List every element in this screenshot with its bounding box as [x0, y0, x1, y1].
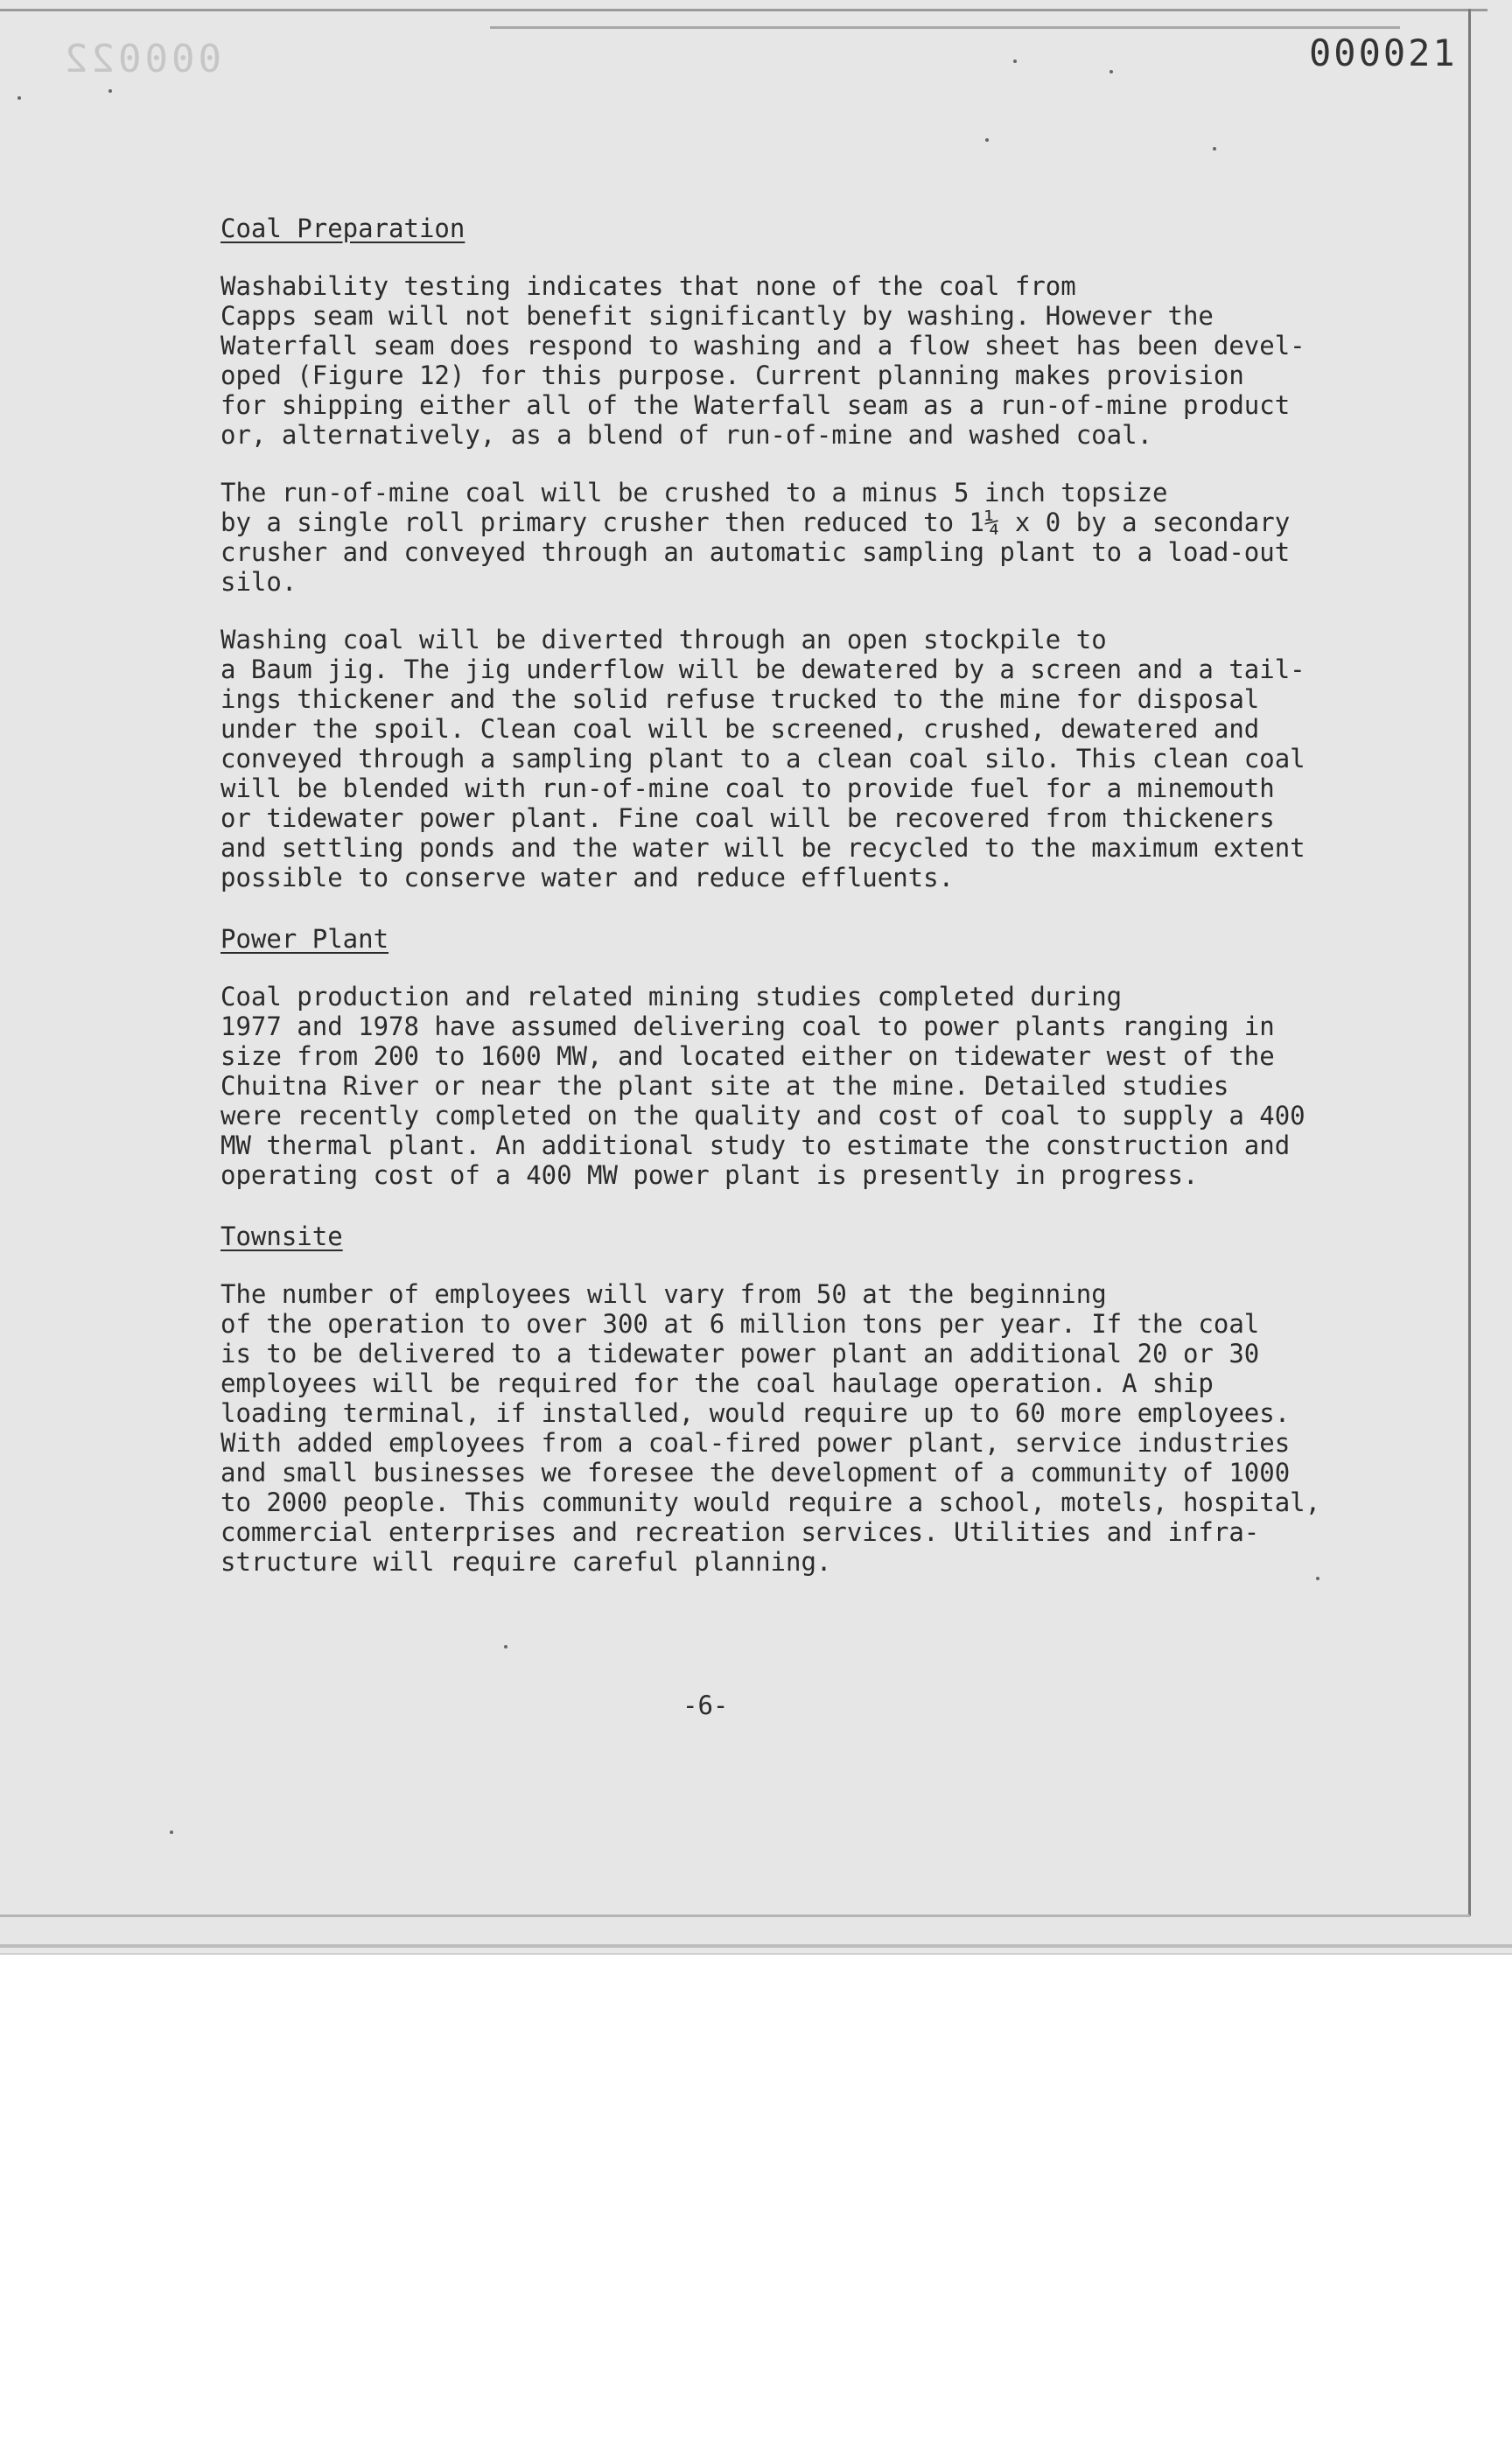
scan-speck: [1110, 70, 1113, 74]
section-coal-preparation: [220, 214, 1323, 892]
scan-outer-bottom-edge: [0, 1944, 1512, 1948]
scan-inner-bottom-edge: [0, 1914, 1470, 1917]
header-scan-artifact: [490, 26, 1400, 29]
scan-speck: [1013, 60, 1017, 63]
section-heading: Power Plant: [220, 924, 389, 954]
page-number: -6-: [682, 1690, 729, 1720]
scan-top-rule: [0, 9, 1488, 11]
paragraph: Washability testing indicates that none of the coal from Capps seam will not benefit significantly by washing. However the Waterfall seam does respond to washing and a flow sheet has been devel- oped (Figure 12) for this purpose. Current planning makes provision for shipping either all of the Waterfall seam as a run-of-mine product or, alternatively, as a blend of run-of-mine and washed coal.: [220, 271, 1306, 450]
section-heading: Townsite: [220, 1222, 343, 1251]
document-body: [220, 214, 1323, 1577]
scan-speck: [1213, 147, 1216, 150]
paragraph: Coal production and related mining studies completed during 1977 and 1978 have assumed delivering coal to power plants ranging in size from 200 to 1600 MW, and located either on tidewater west of the Chuitna River or near the plant site at the mine. Detailed studies were recently completed on the quality and cost of coal to supply a 400 MW thermal plant. An additional study to estimate the construction and operating cost of a 400 MW power plant is presently in progress.: [220, 982, 1306, 1190]
paragraph: Washing coal will be diverted through an open stockpile to a Baum jig. The jig underflow will be dewatered by a screen and a tail- ings thickener and the solid refuse trucked to the mine for disposal under the spoil. Clean coal will be screened, crushed, dewatered and conveyed through a sampling plant to a clean coal silo. This clean coal will be blended with run-of-mine coal to provide fuel for a minemouth or tidewater power plant. Fine coal will be recovered from thickeners and settling ponds and the water will be recycled to the maximum extent possible to conserve water and reduce effluents.: [220, 625, 1306, 892]
scan-right-edge: [1468, 9, 1471, 1916]
scan-speck: [170, 1830, 173, 1834]
scan-speck: [985, 138, 989, 142]
section-power-plant: [220, 924, 1323, 1190]
scan-speck: [108, 89, 112, 93]
scan-speck: [504, 1645, 508, 1648]
section-heading: Coal Preparation: [220, 214, 466, 243]
scan-speck: [18, 96, 21, 100]
section-townsite: [220, 1222, 1323, 1577]
scan-speck: [1316, 1577, 1320, 1580]
paragraph: The run-of-mine coal will be crushed to a minus 5 inch topsize by a single roll primary crusher then reduced to 1¼ x 0 by a secondary crusher and conveyed through an automatic sampling plant to a load-out silo.: [220, 478, 1291, 597]
paragraph: The number of employees will vary from 50 at the beginning of the operation to over 300 at 6 million tons per year. If the coal is to be delivered to a tidewater power plant an additional 20 or 30 employees will be required for the coal haulage operation. A ship loading terminal, if installed, would require up to 60 more employees. With added employees from a coal-fired power plant, service industries and small businesses we foresee the development of a community of 1000 to 2000 people. This community would require a school, motels, hospital, commercial enterprises and recreation services. Utilities and infra- structure will require careful planning.: [220, 1279, 1321, 1577]
bleed-through-document-number: 000022: [61, 37, 221, 81]
document-number: 000021: [1309, 32, 1458, 74]
